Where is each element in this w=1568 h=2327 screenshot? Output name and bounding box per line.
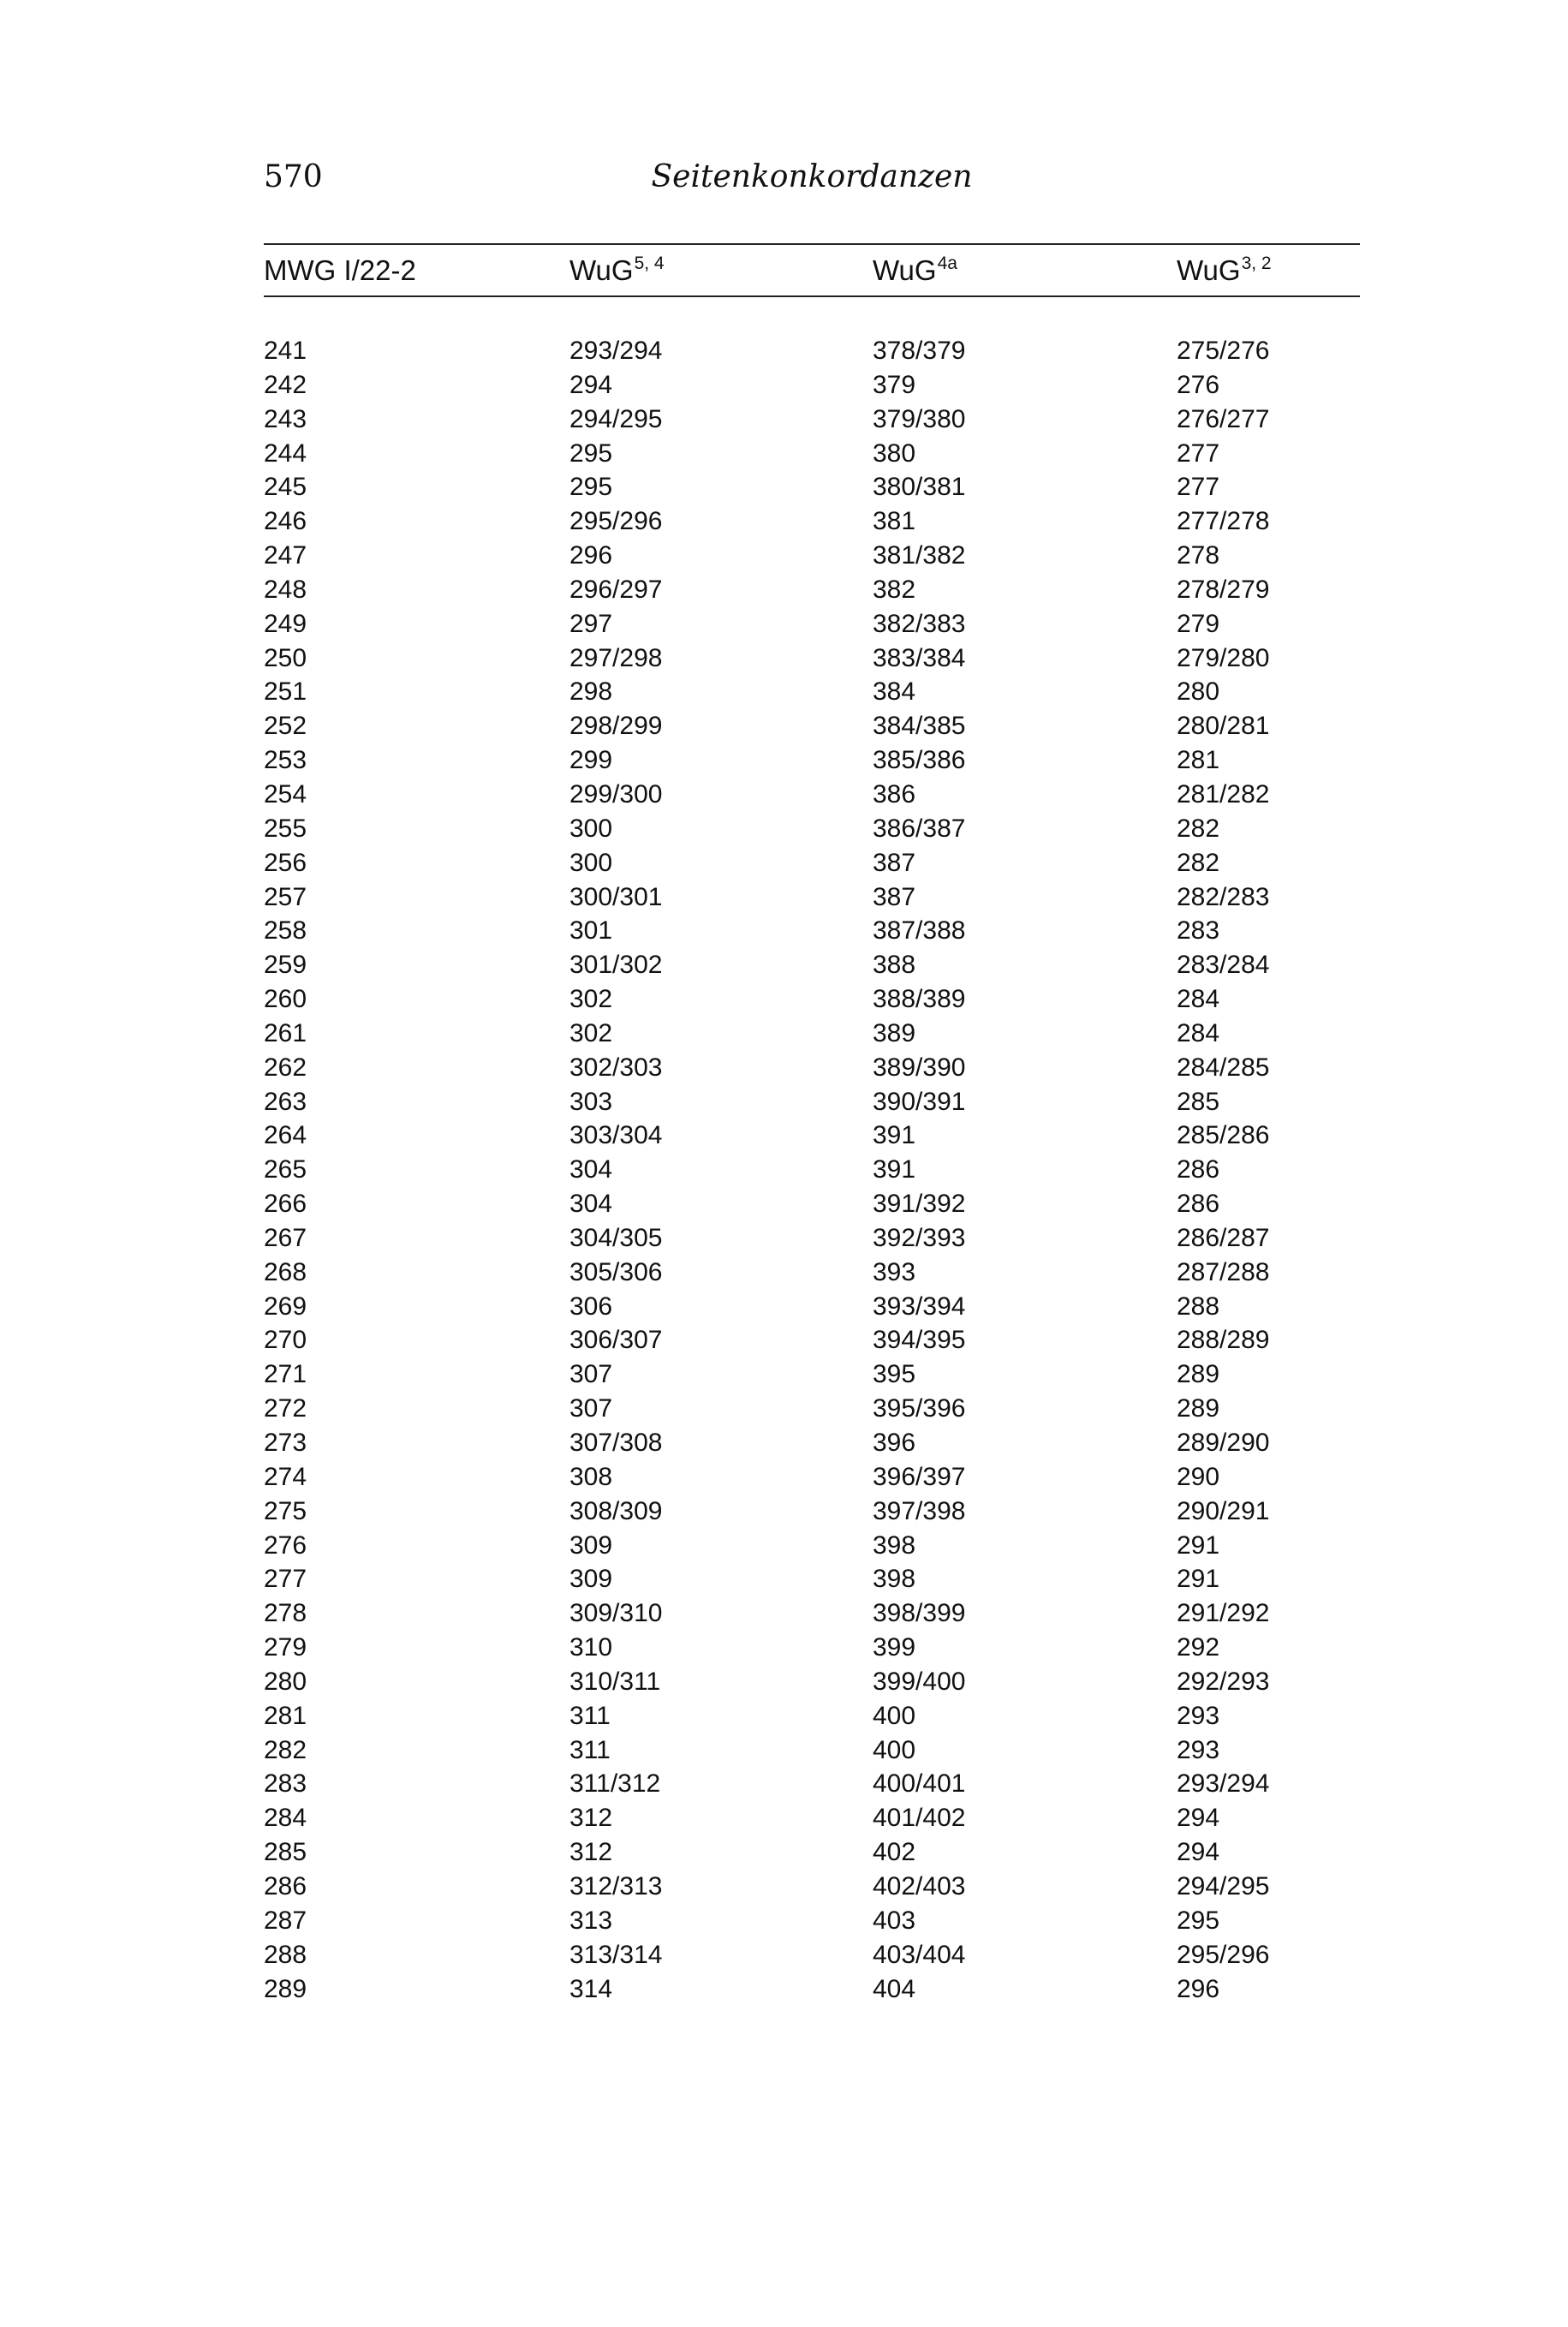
cell-wug-3-2: 294 [1177,1804,1220,1833]
table-row [264,675,1360,709]
cell-mwg: 259 [264,951,307,980]
cell-wug-4a: 395/396 [873,1394,966,1423]
cell-wug-3-2: 291/292 [1177,1599,1270,1628]
cell-wug-5-4: 300/301 [569,882,663,911]
table-row [264,846,1360,880]
table-row [264,1972,1360,2007]
table-row [264,948,1360,982]
cell-wug-3-2: 285/286 [1177,1121,1270,1150]
cell-wug-4a: 388 [873,951,916,980]
table-row [264,1187,1360,1221]
cell-mwg: 256 [264,848,307,877]
table-row [264,1119,1360,1153]
table-row [264,1323,1360,1357]
cell-mwg: 262 [264,1053,307,1082]
cell-mwg: 245 [264,473,307,502]
running-title: Seitenkonkordanzen [651,159,973,194]
cell-mwg: 280 [264,1667,307,1696]
cell-wug-4a: 394/395 [873,1326,966,1355]
cell-wug-4a: 379/380 [873,404,966,433]
cell-wug-5-4: 299/300 [569,779,663,808]
cell-mwg: 251 [264,677,307,707]
table-row [264,1767,1360,1801]
cell-mwg: 246 [264,507,307,536]
cell-wug-3-2: 289 [1177,1394,1220,1423]
cell-wug-4a: 381/382 [873,541,966,570]
table-row [264,1460,1360,1495]
cell-mwg: 281 [264,1701,307,1730]
cell-mwg: 284 [264,1804,307,1833]
cell-wug-5-4: 310 [569,1633,613,1662]
cell-wug-3-2: 286 [1177,1190,1220,1219]
cell-wug-4a: 391 [873,1155,916,1184]
cell-mwg: 266 [264,1190,307,1219]
cell-wug-5-4: 309 [569,1565,613,1594]
table-row [264,743,1360,778]
cell-wug-5-4: 294/295 [569,404,663,433]
cell-wug-5-4: 295/296 [569,507,663,536]
cell-wug-4a: 387 [873,882,916,911]
cell-wug-5-4: 311 [569,1735,611,1764]
page-number: 570 [264,159,323,194]
cell-wug-5-4: 300 [569,848,613,877]
cell-mwg: 241 [264,337,307,365]
cell-mwg: 275 [264,1496,307,1525]
cell-mwg: 247 [264,541,307,570]
cell-wug-4a: 385/386 [873,746,966,775]
cell-wug-4a: 399 [873,1633,916,1662]
cell-wug-4a: 384 [873,677,916,707]
cell-wug-5-4: 314 [569,1974,613,2003]
cell-wug-5-4: 301/302 [569,951,663,980]
cell-wug-4a: 404 [873,1974,916,2003]
table-row [264,437,1360,471]
cell-wug-5-4: 301 [569,916,613,946]
cell-wug-5-4: 306 [569,1292,613,1321]
cell-wug-5-4: 295 [569,473,613,502]
cell-wug-4a: 401/402 [873,1804,966,1833]
cell-mwg: 242 [264,370,307,399]
table-row [264,914,1360,948]
cell-wug-3-2: 281/282 [1177,779,1270,808]
cell-wug-5-4: 304/305 [569,1223,663,1252]
cell-wug-5-4: 310/311 [569,1667,661,1696]
cell-wug-3-2: 279 [1177,609,1220,638]
cell-mwg: 265 [264,1155,307,1184]
table-row [264,403,1360,437]
cell-mwg: 244 [264,439,307,468]
cell-mwg: 252 [264,712,307,741]
table-row [264,1631,1360,1665]
table-row [264,1529,1360,1563]
cell-wug-4a: 402 [873,1838,916,1867]
cell-wug-4a: 392/393 [873,1223,966,1252]
cell-wug-3-2: 288/289 [1177,1326,1270,1355]
cell-wug-3-2: 284 [1177,1018,1220,1047]
cell-wug-5-4: 304 [569,1155,613,1184]
cell-mwg: 260 [264,985,307,1014]
cell-wug-3-2: 277 [1177,439,1220,468]
cell-wug-3-2: 295/296 [1177,1940,1270,1969]
cell-wug-4a: 393/394 [873,1292,966,1321]
table-row [264,1017,1360,1051]
cell-wug-3-2: 293/294 [1177,1769,1270,1799]
cell-mwg: 257 [264,882,307,911]
cell-wug-3-2: 277/278 [1177,507,1270,536]
cell-wug-3-2: 290/291 [1177,1496,1270,1525]
cell-mwg: 264 [264,1121,307,1150]
table-row [264,709,1360,743]
cell-mwg: 248 [264,575,307,604]
cell-wug-3-2: 296 [1177,1974,1220,2003]
cell-wug-4a: 395 [873,1360,916,1389]
cell-mwg: 278 [264,1599,307,1628]
table-header-row [264,243,1360,296]
cell-wug-5-4: 311/312 [569,1769,661,1799]
cell-mwg: 254 [264,779,307,808]
cell-wug-4a: 403/404 [873,1940,966,1969]
cell-wug-3-2: 292/293 [1177,1667,1270,1696]
cell-wug-3-2: 289/290 [1177,1429,1270,1457]
table-row [264,539,1360,573]
cell-mwg: 282 [264,1735,307,1764]
cell-wug-5-4: 312 [569,1804,613,1833]
cell-wug-4a: 402/403 [873,1871,966,1900]
cell-wug-4a: 384/385 [873,712,966,741]
cell-wug-3-2: 286 [1177,1155,1220,1184]
cell-mwg: 283 [264,1769,307,1799]
cell-mwg: 272 [264,1394,307,1423]
cell-wug-3-2: 293 [1177,1735,1220,1764]
table-row [264,1904,1360,1938]
cell-wug-5-4: 309 [569,1530,613,1560]
cell-wug-3-2: 280 [1177,677,1220,707]
cell-wug-4a: 387 [873,848,916,877]
cell-wug-4a: 398/399 [873,1599,966,1628]
cell-wug-5-4: 307 [569,1360,613,1389]
cell-wug-4a: 389 [873,1018,916,1047]
cell-wug-5-4: 302 [569,1018,613,1047]
cell-wug-4a: 396 [873,1429,916,1457]
table-row [264,1835,1360,1870]
cell-mwg: 268 [264,1257,307,1286]
table-row [264,1256,1360,1290]
cell-wug-5-4: 294 [569,370,613,399]
cell-wug-3-2: 292 [1177,1633,1220,1662]
cell-wug-4a: 382 [873,575,916,604]
cell-wug-5-4: 304 [569,1190,613,1219]
cell-mwg: 274 [264,1462,307,1491]
cell-wug-5-4: 303 [569,1087,613,1116]
cell-wug-4a: 379 [873,370,916,399]
column-header-wug-4a: WuG$^{4a}$ [873,254,957,286]
cell-wug-5-4: 308/309 [569,1496,663,1525]
cell-wug-4a: 386 [873,779,916,808]
cell-wug-5-4: 312 [569,1838,613,1867]
cell-wug-3-2: 278/279 [1177,575,1270,604]
cell-wug-3-2: 284 [1177,985,1220,1014]
cell-wug-5-4: 312/313 [569,1871,663,1900]
table-row [264,1801,1360,1835]
table-row [264,607,1360,641]
table-row [264,504,1360,539]
table-row [264,1665,1360,1699]
cell-wug-4a: 383/384 [873,643,966,672]
cell-wug-4a: 386/387 [873,814,966,843]
cell-wug-3-2: 283 [1177,916,1220,946]
cell-wug-3-2: 294 [1177,1838,1220,1867]
cell-wug-4a: 391/392 [873,1190,966,1219]
cell-wug-4a: 390/391 [873,1087,966,1116]
cell-wug-5-4: 302 [569,985,613,1014]
cell-mwg: 243 [264,404,307,433]
table-row [264,1153,1360,1187]
cell-wug-3-2: 293 [1177,1701,1220,1730]
table-row [264,470,1360,504]
cell-wug-5-4: 297 [569,609,613,638]
cell-wug-4a: 396/397 [873,1462,966,1491]
cell-wug-4a: 398 [873,1565,916,1594]
table-row [264,368,1360,403]
cell-mwg: 255 [264,814,307,843]
table-row [264,1392,1360,1426]
column-header-wug-5-4: WuG$^{5, 4}$ [569,254,665,286]
cell-wug-3-2: 281 [1177,746,1220,775]
cell-wug-4a: 399/400 [873,1667,966,1696]
cell-wug-5-4: 293/294 [569,337,663,365]
cell-wug-4a: 388/389 [873,985,966,1014]
table-row [264,334,1360,368]
cell-mwg: 288 [264,1940,307,1969]
cell-mwg: 286 [264,1871,307,1900]
table-row [264,778,1360,812]
cell-wug-4a: 393 [873,1257,916,1286]
table-row [264,641,1360,676]
cell-wug-5-4: 313/314 [569,1940,663,1969]
cell-wug-3-2: 290 [1177,1462,1220,1491]
column-header-wug-3-2: WuG$^{3, 2}$ [1177,254,1272,286]
cell-mwg: 263 [264,1087,307,1116]
table-row [264,812,1360,846]
cell-wug-3-2: 288 [1177,1292,1220,1321]
cell-wug-5-4: 297/298 [569,643,663,672]
cell-wug-5-4: 313 [569,1906,613,1935]
table-row [264,1426,1360,1460]
cell-mwg: 285 [264,1838,307,1867]
cell-wug-3-2: 276 [1177,370,1220,399]
cell-mwg: 271 [264,1360,307,1389]
cell-wug-4a: 403 [873,1906,916,1935]
cell-mwg: 276 [264,1530,307,1560]
table-body [264,334,1360,2006]
cell-wug-4a: 397/398 [873,1496,966,1525]
cell-wug-3-2: 282 [1177,814,1220,843]
cell-mwg: 261 [264,1018,307,1047]
cell-mwg: 249 [264,609,307,638]
cell-wug-3-2: 283/284 [1177,951,1270,980]
cell-wug-5-4: 296/297 [569,575,663,604]
cell-mwg: 277 [264,1565,307,1594]
table-row [264,982,1360,1017]
cell-wug-5-4: 306/307 [569,1326,663,1355]
cell-wug-3-2: 280/281 [1177,712,1270,741]
cell-wug-4a: 381 [873,507,916,536]
cell-wug-3-2: 282/283 [1177,882,1270,911]
cell-mwg: 279 [264,1633,307,1662]
cell-mwg: 289 [264,1974,307,2003]
cell-wug-4a: 400 [873,1735,916,1764]
table-row [264,1699,1360,1733]
table-row [264,1733,1360,1768]
cell-wug-5-4: 303/304 [569,1121,663,1150]
cell-wug-5-4: 299 [569,746,613,775]
cell-wug-3-2: 295 [1177,1906,1220,1935]
cell-wug-5-4: 311 [569,1701,611,1730]
cell-wug-3-2: 278 [1177,541,1220,570]
cell-mwg: 250 [264,643,307,672]
cell-mwg: 273 [264,1429,307,1457]
table-row [264,1596,1360,1631]
cell-wug-5-4: 302/303 [569,1053,663,1082]
table-row [264,1221,1360,1256]
cell-wug-3-2: 275/276 [1177,337,1270,365]
cell-wug-3-2: 279/280 [1177,643,1270,672]
cell-mwg: 253 [264,746,307,775]
cell-wug-3-2: 277 [1177,473,1220,502]
table-row [264,880,1360,915]
cell-mwg: 258 [264,916,307,946]
cell-wug-4a: 380/381 [873,473,966,502]
cell-wug-3-2: 284/285 [1177,1053,1270,1082]
cell-wug-3-2: 276/277 [1177,404,1270,433]
cell-wug-3-2: 291 [1177,1530,1220,1560]
cell-wug-5-4: 300 [569,814,613,843]
cell-wug-5-4: 298/299 [569,712,663,741]
cell-wug-4a: 400/401 [873,1769,966,1799]
cell-wug-4a: 380 [873,439,916,468]
table-row [264,1938,1360,1972]
table-row [264,1870,1360,1904]
cell-wug-5-4: 307/308 [569,1429,663,1457]
column-header-mwg: MWG I/22-2 [264,254,416,286]
cell-wug-3-2: 289 [1177,1360,1220,1389]
cell-wug-3-2: 291 [1177,1565,1220,1594]
table-row [264,1051,1360,1085]
table-row [264,1357,1360,1392]
cell-wug-3-2: 285 [1177,1087,1220,1116]
cell-wug-4a: 378/379 [873,337,966,365]
table-row [264,1290,1360,1324]
table-row [264,573,1360,607]
cell-wug-5-4: 307 [569,1394,613,1423]
cell-mwg: 287 [264,1906,307,1935]
cell-wug-5-4: 296 [569,541,613,570]
cell-mwg: 267 [264,1223,307,1252]
cell-wug-5-4: 305/306 [569,1257,663,1286]
cell-wug-3-2: 286/287 [1177,1223,1270,1252]
cell-wug-4a: 400 [873,1701,916,1730]
cell-wug-4a: 389/390 [873,1053,966,1082]
cell-wug-3-2: 294/295 [1177,1871,1270,1900]
cell-mwg: 270 [264,1326,307,1355]
cell-wug-5-4: 309/310 [569,1599,663,1628]
table-row [264,1085,1360,1119]
cell-wug-5-4: 298 [569,677,613,707]
cell-wug-4a: 387/388 [873,916,966,946]
cell-wug-4a: 382/383 [873,609,966,638]
concordance-table [264,243,1360,2003]
cell-mwg: 269 [264,1292,307,1321]
cell-wug-5-4: 295 [569,439,613,468]
page-header [264,156,1360,199]
cell-wug-3-2: 282 [1177,848,1220,877]
cell-wug-5-4: 308 [569,1462,613,1491]
table-row [264,1562,1360,1596]
cell-wug-3-2: 287/288 [1177,1257,1270,1286]
table-row [264,1495,1360,1529]
cell-wug-4a: 391 [873,1121,916,1150]
cell-wug-4a: 398 [873,1530,916,1560]
